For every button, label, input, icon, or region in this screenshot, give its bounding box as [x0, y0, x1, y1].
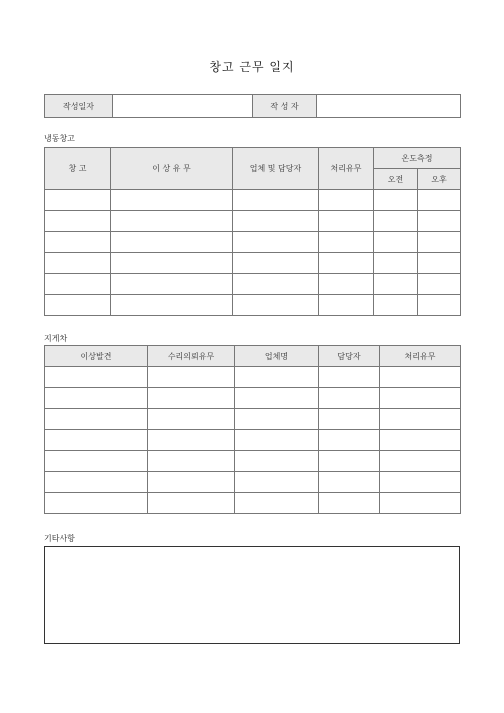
col-header-manager: 담당자	[319, 346, 380, 367]
table-row	[45, 493, 461, 514]
table-cell[interactable]	[111, 190, 233, 211]
table-cell[interactable]	[45, 190, 111, 211]
table-cell[interactable]	[380, 493, 461, 514]
table-cell[interactable]	[319, 253, 374, 274]
table-cell[interactable]	[380, 430, 461, 451]
table-cell[interactable]	[45, 430, 148, 451]
table-cell[interactable]	[45, 295, 111, 316]
table-cell[interactable]	[319, 409, 380, 430]
table-cell[interactable]	[319, 367, 380, 388]
col-header-handled: 처리유무	[319, 148, 374, 190]
col-header-company: 업체명	[235, 346, 319, 367]
table-cell[interactable]	[374, 274, 418, 295]
table-row	[45, 451, 461, 472]
col-header-pm: 오후	[418, 169, 461, 190]
col-header-am: 오전	[374, 169, 418, 190]
table-cell[interactable]	[319, 493, 380, 514]
table-cell[interactable]	[319, 190, 374, 211]
date-label: 작성일자	[45, 95, 113, 118]
table-cell[interactable]	[418, 253, 461, 274]
col-header-temp: 온도측정	[374, 148, 461, 169]
col-header-found: 이상발견	[45, 346, 148, 367]
col-header-vendor: 업체 및 담당자	[233, 148, 319, 190]
table-cell[interactable]	[418, 274, 461, 295]
table-cell[interactable]	[418, 211, 461, 232]
writer-field[interactable]	[317, 95, 461, 118]
date-field[interactable]	[113, 95, 253, 118]
table-cell[interactable]	[148, 430, 235, 451]
table-row	[45, 409, 461, 430]
table-cell[interactable]	[233, 274, 319, 295]
table-cell[interactable]	[319, 430, 380, 451]
table-cell[interactable]	[319, 451, 380, 472]
table-row	[45, 274, 461, 295]
table-cell[interactable]	[235, 493, 319, 514]
misc-notes-box[interactable]	[44, 546, 460, 644]
table-row	[45, 367, 461, 388]
table-cell[interactable]	[111, 232, 233, 253]
table-row	[45, 232, 461, 253]
table-row	[45, 430, 461, 451]
table-cell[interactable]	[111, 295, 233, 316]
table-cell[interactable]	[233, 295, 319, 316]
table-cell[interactable]	[45, 211, 111, 232]
table-cell[interactable]	[45, 472, 148, 493]
table-cell[interactable]	[233, 253, 319, 274]
table-cell[interactable]	[148, 472, 235, 493]
section-label-misc: 기타사항	[44, 534, 75, 543]
table-cell[interactable]	[319, 232, 374, 253]
table-row	[45, 295, 461, 316]
table-cell[interactable]	[148, 409, 235, 430]
table-cell[interactable]	[148, 493, 235, 514]
table-cell[interactable]	[235, 388, 319, 409]
table-cell[interactable]	[319, 388, 380, 409]
table-cell[interactable]	[374, 253, 418, 274]
table-cell[interactable]	[374, 211, 418, 232]
section-label-forklift: 지게차	[44, 334, 68, 343]
header-info-table	[44, 94, 461, 118]
table-cell[interactable]	[45, 388, 148, 409]
col-header-repair: 수리의뢰유무	[148, 346, 235, 367]
table-cell[interactable]	[111, 211, 233, 232]
table-cell[interactable]	[374, 295, 418, 316]
table-row	[45, 211, 461, 232]
table-cell[interactable]	[374, 232, 418, 253]
table-cell[interactable]	[148, 367, 235, 388]
table-cell[interactable]	[45, 274, 111, 295]
writer-label: 작 성 자	[253, 95, 317, 118]
col-header-handled: 처리유무	[380, 346, 461, 367]
table-cell[interactable]	[319, 295, 374, 316]
table-cell[interactable]	[45, 409, 148, 430]
table-row	[45, 190, 461, 211]
table-cell[interactable]	[380, 388, 461, 409]
table-cell[interactable]	[418, 232, 461, 253]
table-cell[interactable]	[233, 211, 319, 232]
table-cell[interactable]	[148, 451, 235, 472]
table-row	[45, 253, 461, 274]
table-cell[interactable]	[235, 472, 319, 493]
table-cell[interactable]	[235, 430, 319, 451]
table-cell[interactable]	[380, 451, 461, 472]
table-cell[interactable]	[374, 190, 418, 211]
table-cell[interactable]	[380, 409, 461, 430]
table-cell[interactable]	[45, 493, 148, 514]
table-cell[interactable]	[319, 472, 380, 493]
table-cell[interactable]	[319, 274, 374, 295]
table-cell[interactable]	[111, 253, 233, 274]
table-cell[interactable]	[233, 232, 319, 253]
table-cell[interactable]	[235, 367, 319, 388]
table-cell[interactable]	[418, 190, 461, 211]
section-label-freezer: 냉동창고	[44, 134, 75, 143]
table-cell[interactable]	[45, 232, 111, 253]
forklift-table	[44, 345, 461, 514]
table-cell[interactable]	[45, 253, 111, 274]
table-cell[interactable]	[235, 409, 319, 430]
table-row	[45, 388, 461, 409]
table-cell[interactable]	[319, 211, 374, 232]
col-header-anomaly: 이 상 유 무	[111, 148, 233, 190]
freezer-table	[44, 147, 461, 316]
table-cell[interactable]	[233, 190, 319, 211]
table-cell[interactable]	[380, 472, 461, 493]
table-cell[interactable]	[380, 367, 461, 388]
table-cell[interactable]	[235, 451, 319, 472]
table-cell[interactable]	[418, 295, 461, 316]
table-row	[45, 472, 461, 493]
table-cell[interactable]	[45, 451, 148, 472]
page-title: 창고 근무 일지	[209, 60, 295, 74]
col-header-warehouse: 창 고	[45, 148, 111, 190]
table-cell[interactable]	[45, 367, 148, 388]
table-cell[interactable]	[148, 388, 235, 409]
table-cell[interactable]	[111, 274, 233, 295]
